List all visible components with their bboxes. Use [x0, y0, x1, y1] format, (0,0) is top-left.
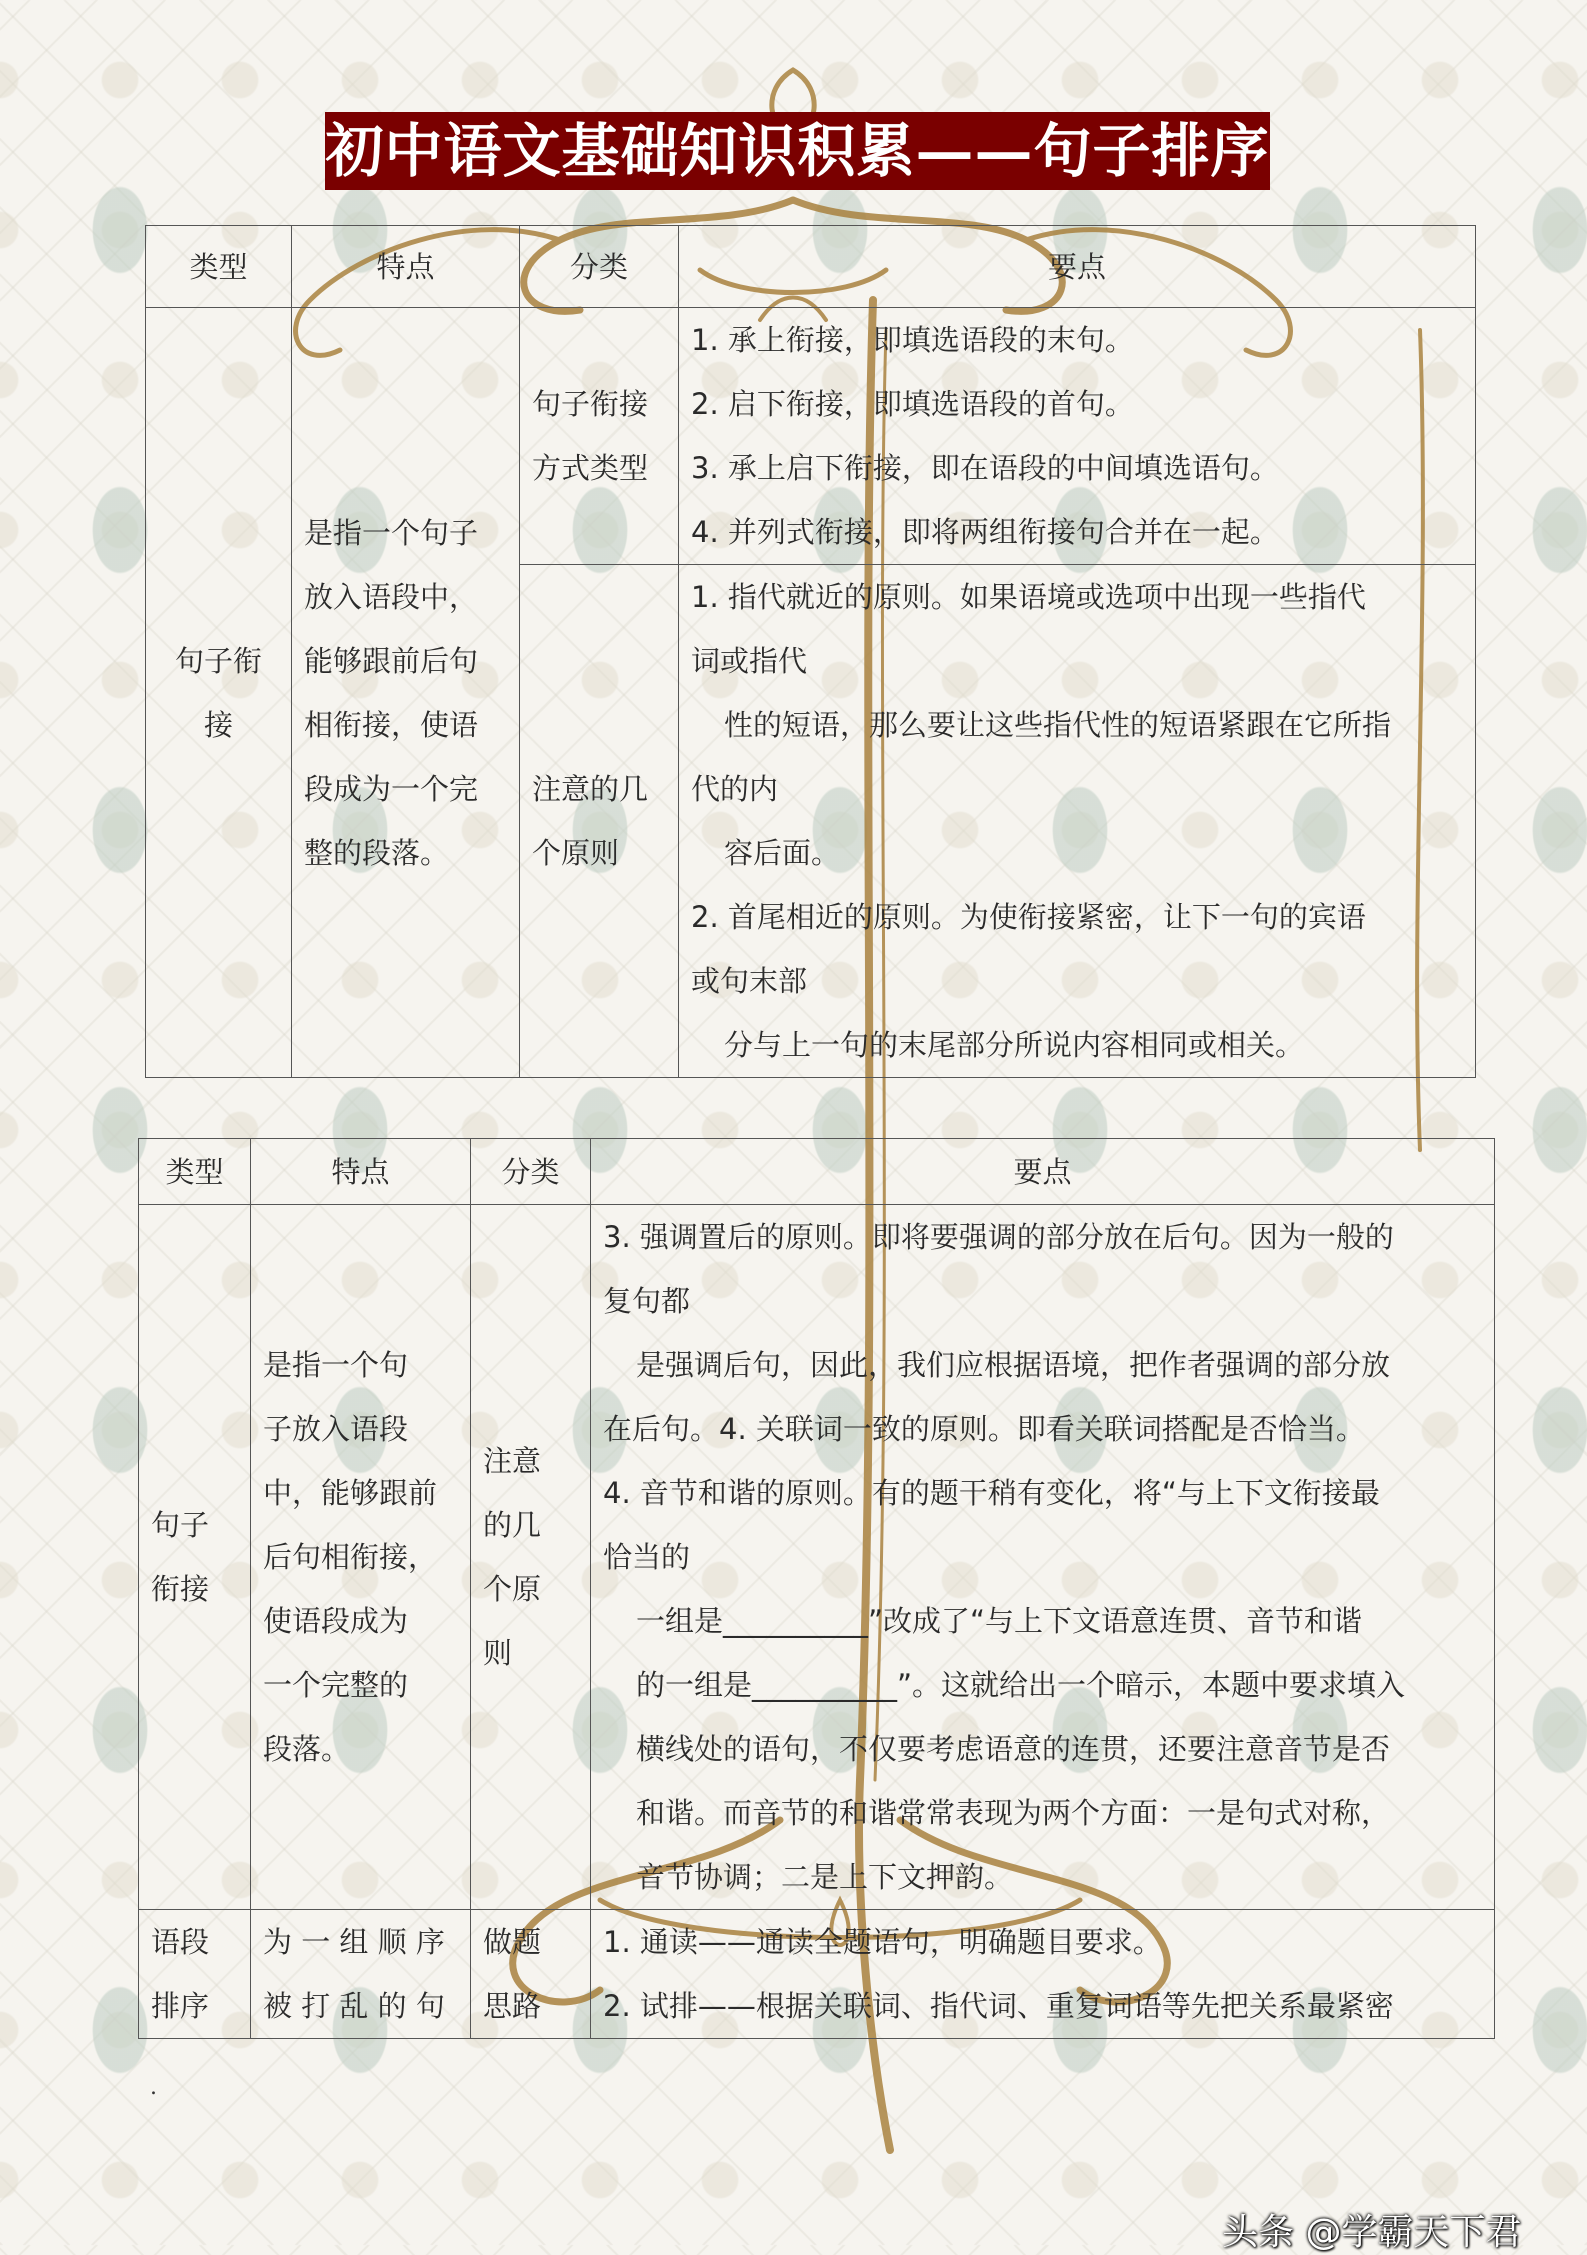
type-cell: 语段 排序: [139, 1910, 251, 2039]
table-sentence-cohesion-1: [145, 225, 1476, 1078]
table-row: [139, 1910, 1495, 2039]
footer-dot: .: [150, 2075, 157, 2100]
page-title: 初中语文基础知识积累——句子排序: [325, 112, 1270, 190]
header-points: 要点: [679, 226, 1476, 308]
category-cell: 注意 的几 个原 则: [471, 1205, 591, 1910]
header-feature: 特点: [292, 226, 520, 308]
header-category: 分类: [471, 1139, 591, 1205]
category-cell: 做题 思路: [471, 1910, 591, 2039]
feature-cell: 是指一个句子 放入语段中， 能够跟前后句 相衔接，使语 段成为一个完 整的段落。: [292, 308, 520, 1078]
category-cell: 句子衔接 方式类型: [520, 308, 679, 565]
watermark: 头条 @学霸天下君: [1222, 2212, 1522, 2253]
feature-cell: 是指一个句 子放入语段 中，能够跟前 后句相衔接， 使语段成为 一个完整的 段落。: [251, 1205, 471, 1910]
table-header-row: [146, 226, 1476, 308]
points-cell: 1. 通读——通读全题语句，明确题目要求。 2. 试排——根据关联词、指代词、重复词语等先把关系最紧密: [591, 1910, 1495, 2039]
table-row: [139, 1205, 1495, 1910]
feature-cell: 为 一 组 顺 序 被 打 乱 的 句: [251, 1910, 471, 2039]
table-header-row: [139, 1139, 1495, 1205]
points-cell: 1. 指代就近的原则。如果语境或选项中出现一些指代 词或指代 性的短语，那么要让这些指代性的短语紧跟在它所指 代的内 容后面。 2. 首尾相近的原则。为使衔接紧密，让下一句的宾语 或句末部 分与上一句的末尾部分所说内容相同或相关。: [679, 565, 1476, 1078]
header-type: 类型: [146, 226, 292, 308]
category-cell: 注意的几 个原则: [520, 565, 679, 1078]
type-cell: 句子 衔接: [139, 1205, 251, 1910]
header-feature: 特点: [251, 1139, 471, 1205]
type-cell: 句子衔 接: [146, 308, 292, 1078]
points-cell: 3. 强调置后的原则。即将要强调的部分放在后句。因为一般的 复句都 是强调后句，因此，我们应根据语境，把作者强调的部分放 在后句。4. 关联词一致的原则。即看关联词搭配是否恰当。 4. 音节和谐的原则。有的题干稍有变化，将“与上下文衔接最 恰当的 一组是__________”改成了“与上下文语意连贯、音节和谐 的一组是__________”。这就给出一个暗示，本题中要求填入 横线处的语句，不仅要考虑语意的连贯，还要注意音节是否 和谐。而音节的和谐常常表现为两个方面：一是句式对称， 音节协调；二是上下文押韵。: [591, 1205, 1495, 1910]
header-type: 类型: [139, 1139, 251, 1205]
points-cell: 1. 承上衔接，即填选语段的末句。 2. 启下衔接，即填选语段的首句。 3. 承上启下衔接，即在语段的中间填选语句。 4. 并列式衔接，即将两组衔接句合并在一起。: [679, 308, 1476, 565]
header-points: 要点: [591, 1139, 1495, 1205]
table-sentence-cohesion-2: [138, 1138, 1495, 2039]
header-category: 分类: [520, 226, 679, 308]
table-row: [146, 308, 1476, 565]
